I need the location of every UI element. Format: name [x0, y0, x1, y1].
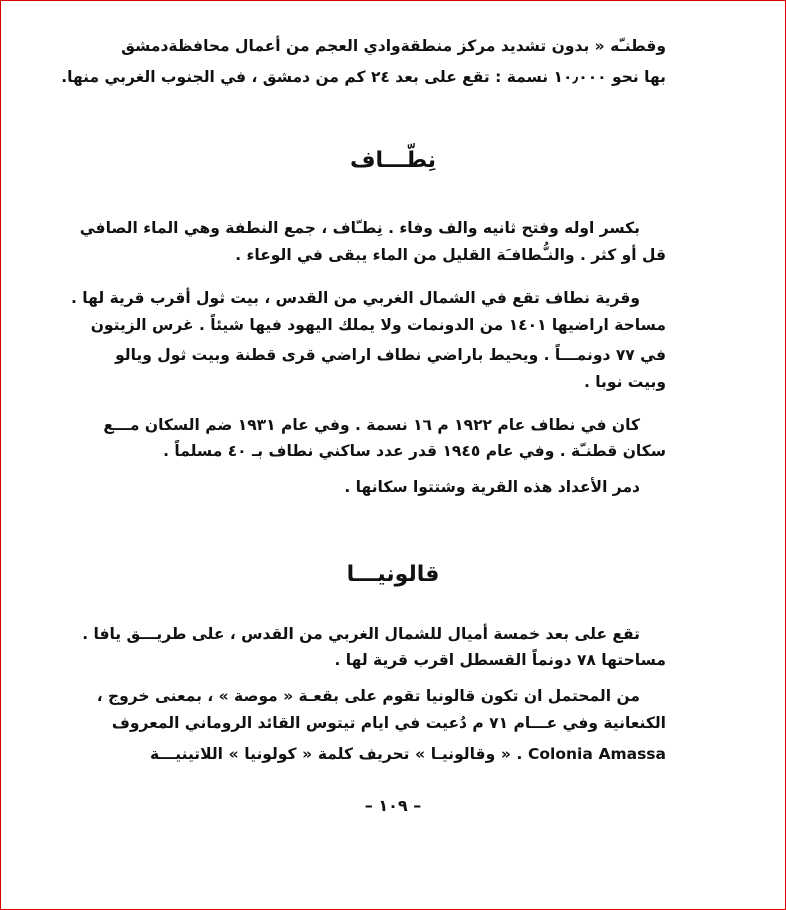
paragraph-line: الكنعانية وفي عـــام ٧١ م دُعيت في ايام تيتوس القائد الروماني المعروف: [111, 714, 666, 732]
page-number: – ١٠٩ –: [364, 796, 422, 815]
paragraph-line: مساحة اراضيها ١٤٠١ من الدونمات ولا يملك اليهود فيها شيئاً . غرس الزيتون: [90, 316, 666, 334]
paragraph-line: قل أو كثر . والنـُّطافـَة القليل من الماء يبقى في الوعاء .: [235, 246, 666, 264]
paragraph-line: سكان قطنـّة . وفي عام ١٩٤٥ قدر عدد ساكني نطاف بـ ٤٠ مسلماً .: [163, 442, 666, 460]
paragraph-line: Colonia Amassa . « وقالونيـا » تحريف كلمة « كولونيا » اللاتينيـــة: [150, 745, 666, 763]
section-title-qaloniya: قالونيـــا: [346, 562, 440, 587]
section-title-nattaf: نِطّـــاف: [349, 148, 437, 173]
intro-line: وقطنـّه « بدون تشديد مركز منطقةوادي العجم من أعمال محافظةدمشق: [121, 37, 666, 55]
paragraph-line: بكسر اوله وفتح ثانيه والف وفاء . نِطـّاف ، جمع النطفة وهي الماء الصافي: [79, 219, 640, 237]
paragraph-line: من المحتمل ان تكون قالونيا تقوم على بقعـة « موصة » ، بمعنى خروج ،: [96, 687, 640, 705]
paragraph-line: وقرية نطاف تقع في الشمال الغربي من القدس ، بيت ثول أقرب قرية لها .: [71, 289, 640, 307]
paragraph-line: في ٧٧ دونمـــاً . ويحيط باراضي نطاف اراضي قرى قطنة وبيت ثول ويالو: [115, 346, 666, 364]
paragraph-line: وبيت نوبا .: [583, 373, 666, 391]
intro-line: بها نحو ١٠٫٠٠٠ نسمة : تقع على بعد ٢٤ كم من دمشق ، في الجنوب الغربي منها.: [61, 68, 666, 86]
paragraph-line: مساحتها ٧٨ دونماً القسطل اقرب قرية لها .: [334, 651, 666, 669]
paragraph-line: دمر الأعداد هذه القرية وشتتوا سكانها .: [344, 478, 640, 496]
paragraph-line: كان في نطاف عام ١٩٢٢ م ١٦ نسمة . وفي عام ١٩٣١ ضم السكان مـــع: [103, 416, 640, 434]
paragraph-line: تقع على بعد خمسة أميال للشمال الغربي من القدس ، على طريـــق يافا .: [82, 625, 640, 643]
